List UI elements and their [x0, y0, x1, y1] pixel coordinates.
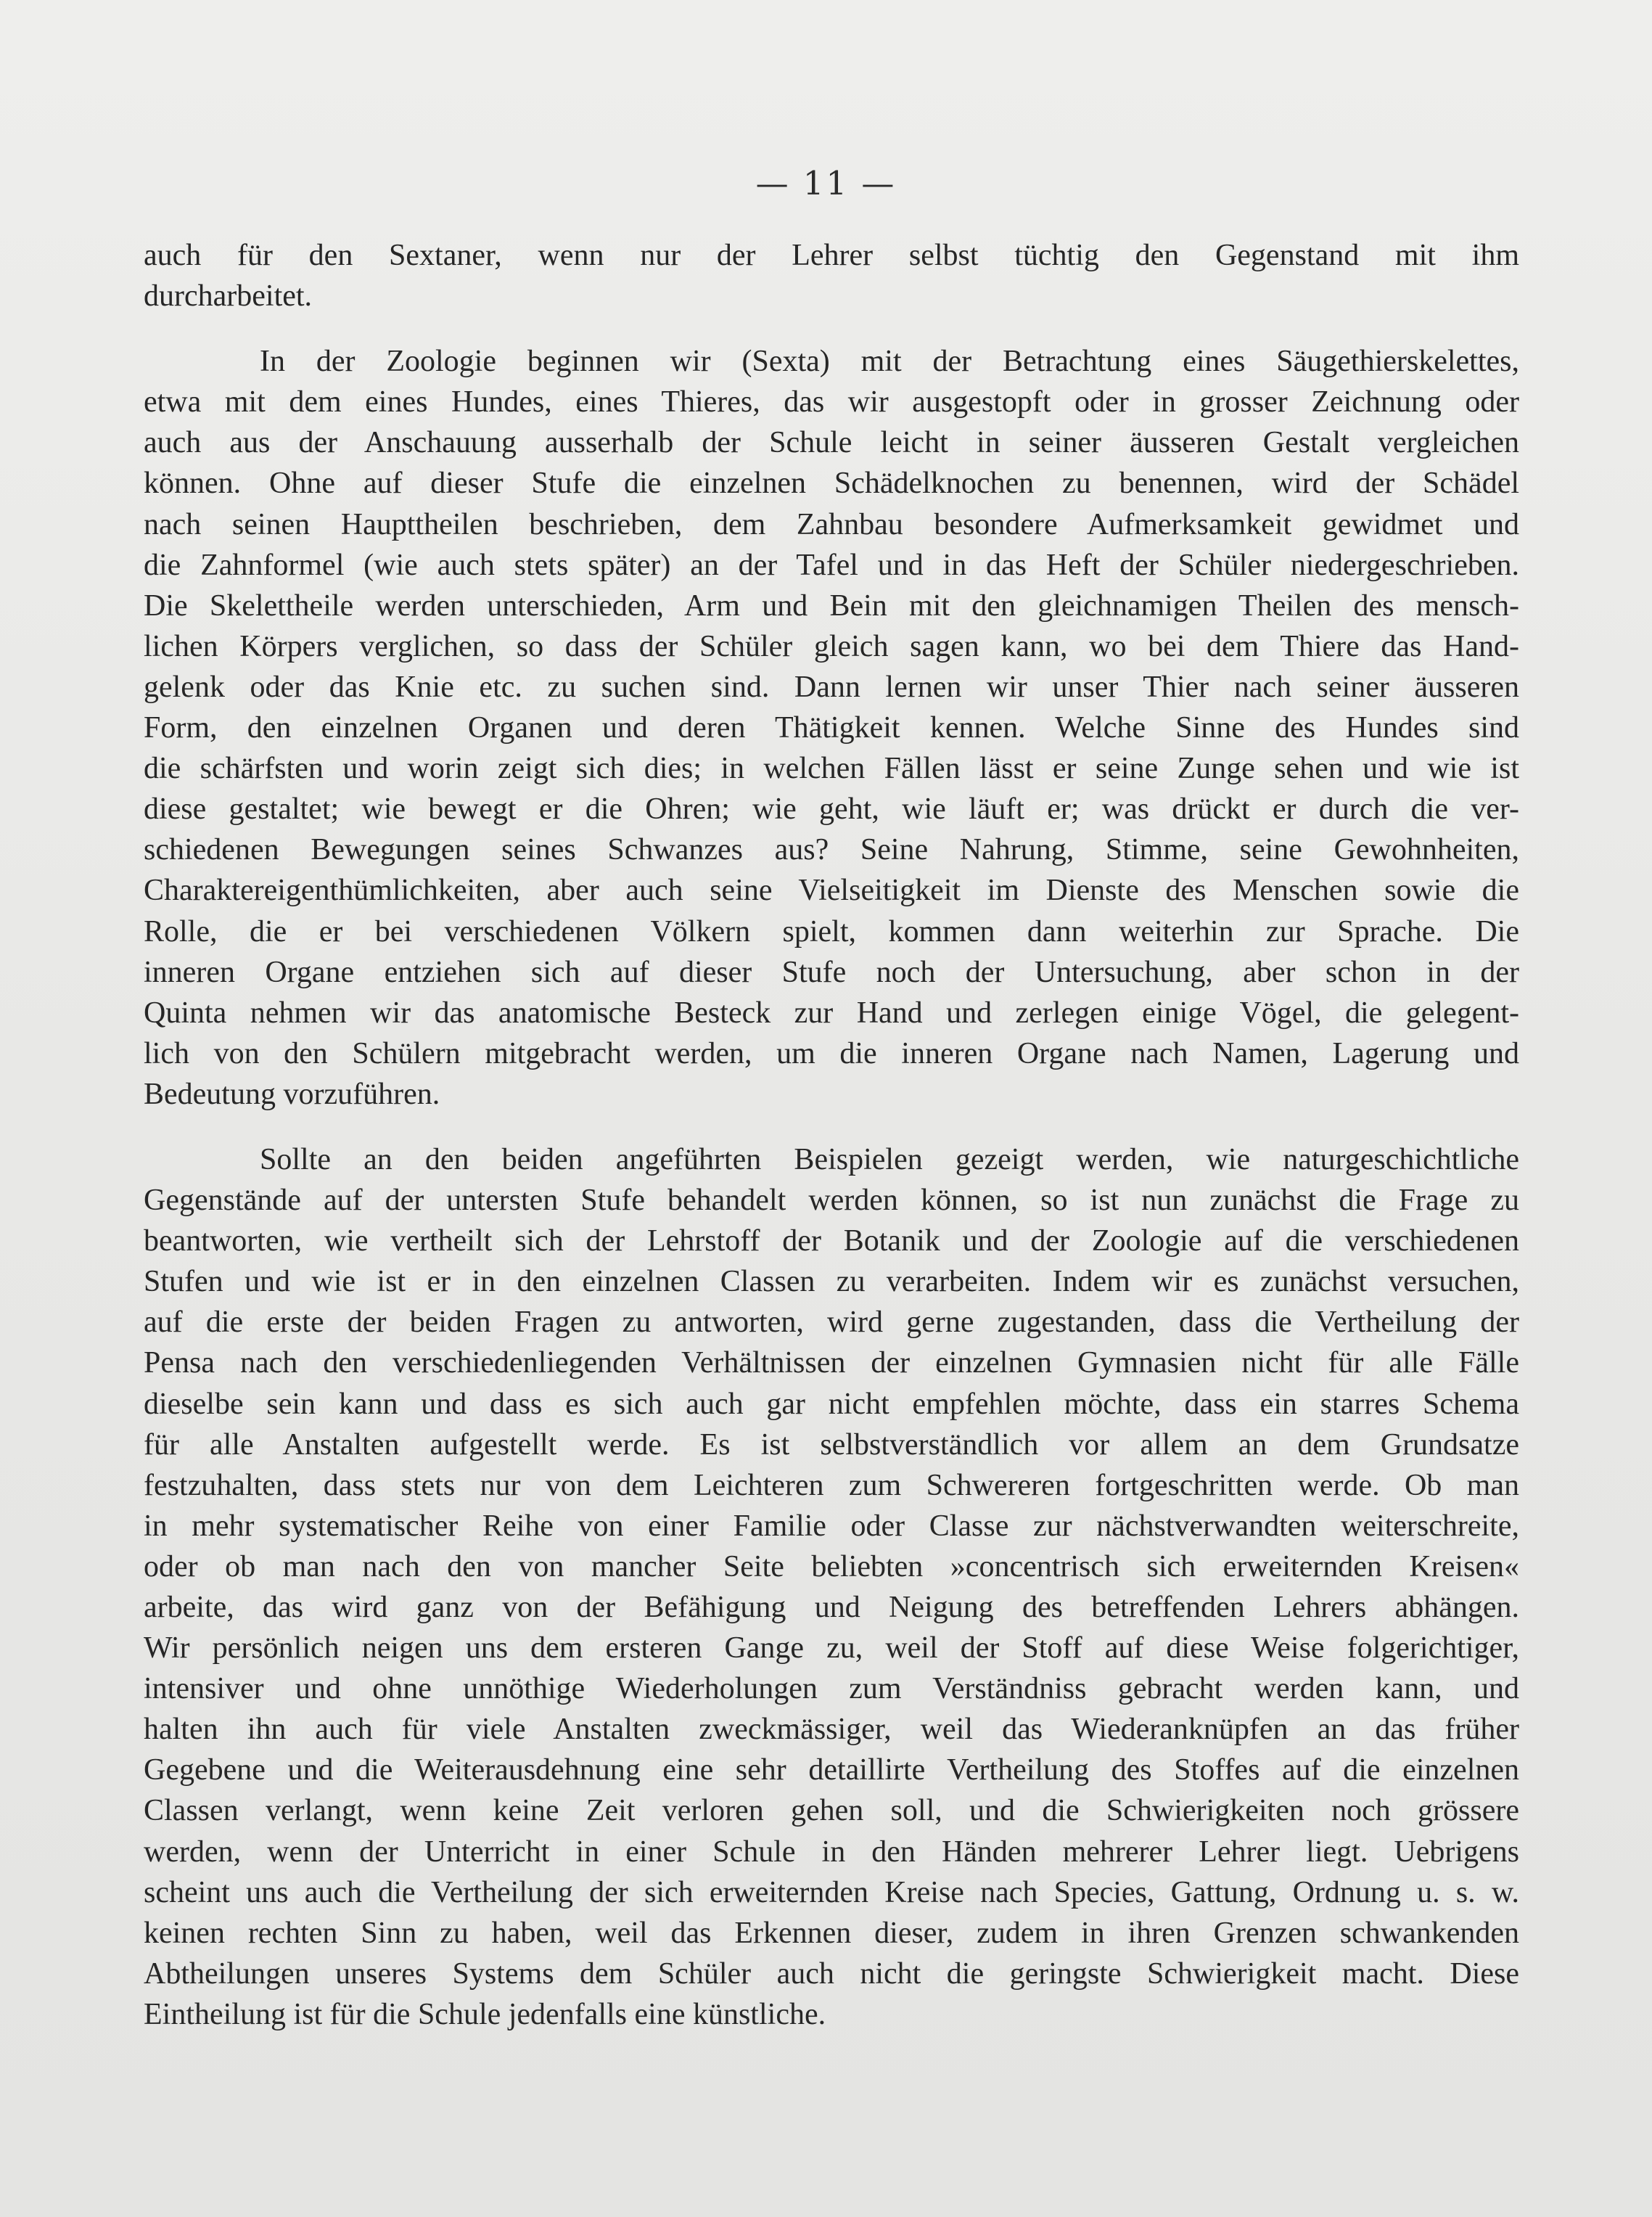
text-line: Quinta nehmen wir das anatomische Besteck zur Hand und zerlegen einige Vögel, die gelegent- [144, 996, 1519, 1030]
text-line: Eintheilung ist für die Schule jedenfalls eine künstliche. [144, 1997, 826, 2031]
text-line: Abtheilungen unseres Systems dem Schüler auch nicht die geringste Schwierigkeit macht. Diese [144, 1956, 1519, 1991]
paragraph-3 [144, 1139, 1519, 2035]
text-line: schiedenen Bewegungen seines Schwanzes aus? Seine Nahrung, Stimme, seine Gewohnheiten, [144, 833, 1519, 867]
text-line: Sollte an den beiden angeführten Beispielen gezeigt werden, wie naturgeschichtliche [260, 1142, 1519, 1176]
text-line: Bedeutung vorzuführen. [144, 1077, 440, 1111]
text-line: Wir persönlich neigen uns dem ersteren Gange zu, weil der Stoff auf diese Weise folgerichtiger, [144, 1631, 1519, 1665]
page-number: — 11 — [755, 164, 897, 202]
text-line: arbeite, das wird ganz von der Befähigung und Neigung des betreffenden Lehrers abhängen. [144, 1591, 1519, 1624]
text-line: festzuhalten, dass stets nur von dem Leichteren zum Schwereren fortgeschritten werde. Ob man [144, 1468, 1519, 1502]
text-line: beantworten, wie vertheilt sich der Lehrstoff der Botanik und der Zoologie auf die verschiedenen [144, 1224, 1519, 1258]
text-line: halten ihn auch für viele Anstalten zweckmässiger, weil das Wiederanknüpfen an das früher [144, 1713, 1519, 1747]
text-line: diese gestaltet; wie bewegt er die Ohren; wie geht, wie läuft er; was drückt er durch die ver- [144, 792, 1519, 827]
text-line: auch aus der Anschauung ausserhalb der Schule leicht in seiner äusseren Gestalt vergleichen [144, 426, 1519, 460]
text-line: auf die erste der beiden Fragen zu antworten, wird gerne zugestanden, dass die Vertheilung der [144, 1306, 1519, 1340]
text-line: Form, den einzelnen Organen und deren Thätigkeit kennen. Welche Sinne des Hundes sind [144, 711, 1519, 745]
text-line: dieselbe sein kann und dass es sich auch gar nicht empfehlen möchte, dass ein starres Schema [144, 1387, 1519, 1421]
text-line: Die Skelettheile werden unterschieden, Arm und Bein mit den gleichnamigen Theilen des mensch- [144, 589, 1519, 623]
text-line: in mehr systematischer Reihe von einer Familie oder Classe zur nächstverwandten weiterschreite, [144, 1509, 1519, 1543]
paragraph-1 [144, 235, 1519, 316]
paragraph-2 [144, 341, 1519, 1115]
text-line: intensiver und ohne unnöthige Wiederholungen zum Verständniss gebracht werden kann, und [144, 1672, 1519, 1706]
text-line: Stufen und wie ist er in den einzelnen Classen zu verarbeiten. Indem wir es zunächst versuchen, [144, 1265, 1519, 1299]
text-line: für alle Anstalten aufgestellt werde. Es ist selbstverständlich vor allem an dem Grundsatze [144, 1427, 1519, 1462]
text-line: Pensa nach den verschiedenliegenden Verhältnissen der einzelnen Gymnasien nicht für alle Fälle [144, 1346, 1519, 1380]
text-line: keinen rechten Sinn zu haben, weil das Erkennen dieser, zudem in ihren Grenzen schwankenden [144, 1916, 1519, 1950]
text-line: etwa mit dem eines Hundes, eines Thieres, das wir ausgestopft oder in grosser Zeichnung oder [144, 385, 1519, 419]
text-line: werden, wenn der Unterricht in einer Schule in den Händen mehrerer Lehrer liegt. Uebrigens [144, 1835, 1519, 1869]
body-text [144, 235, 1519, 2035]
text-line: Gegenstände auf der untersten Stufe behandelt werden können, so ist nun zunächst die Frage zu [144, 1184, 1519, 1218]
text-line: gelenk oder das Knie etc. zu suchen sind. Dann lernen wir unser Thier nach seiner äusseren [144, 670, 1519, 704]
text-line: lich von den Schülern mitgebracht werden, um die inneren Organe nach Namen, Lagerung und [144, 1036, 1519, 1070]
text-line: die Zahnformel (wie auch stets später) an der Tafel und in das Heft der Schüler niedergeschrieben. [144, 548, 1519, 582]
text-line: nach seinen Haupttheilen beschrieben, dem Zahnbau besondere Aufmerksamkeit gewidmet und [144, 507, 1519, 541]
text-line: oder ob man nach den von mancher Seite beliebten »concentrisch sich erweiternden Kreisen« [144, 1549, 1519, 1583]
text-line: durcharbeitet. [144, 279, 313, 314]
text-line: lichen Körpers verglichen, so dass der Schüler gleich sagen kann, wo bei dem Thiere das Hand- [144, 629, 1519, 663]
text-line: auch für den Sextaner, wenn nur der Lehrer selbst tüchtig den Gegenstand mit ihm [144, 239, 1519, 272]
text-line: Gegebene und die Weiterausdehnung eine sehr detaillirte Vertheilung des Stoffes auf die einzelnen [144, 1753, 1519, 1787]
text-line: die schärfsten und worin zeigt sich dies; in welchen Fällen lässt er seine Zunge sehen und wie ist [144, 752, 1519, 786]
text-line: scheint uns auch die Vertheilung der sich erweiternden Kreise nach Species, Gattung, Ordnung u. s. w. [144, 1875, 1519, 1909]
text-line: Rolle, die er bei verschiedenen Völkern spielt, kommen dann weiterhin zur Sprache. Die [144, 914, 1519, 948]
text-line: können. Ohne auf dieser Stufe die einzelnen Schädelknochen zu benennen, wird der Schädel [144, 467, 1519, 501]
text-line: inneren Organe entziehen sich auf dieser Stufe noch der Untersuchung, aber schon in der [144, 955, 1519, 989]
text-line: In der Zoologie beginnen wir (Sexta) mit der Betrachtung eines Säugethierskelettes, [260, 345, 1519, 379]
text-line: Classen verlangt, wenn keine Zeit verloren gehen soll, und die Schwierigkeiten noch grössere [144, 1794, 1519, 1828]
text-line: Charaktereigenthümlichkeiten, aber auch seine Vielseitigkeit im Dienste des Menschen sowie die [144, 874, 1519, 908]
